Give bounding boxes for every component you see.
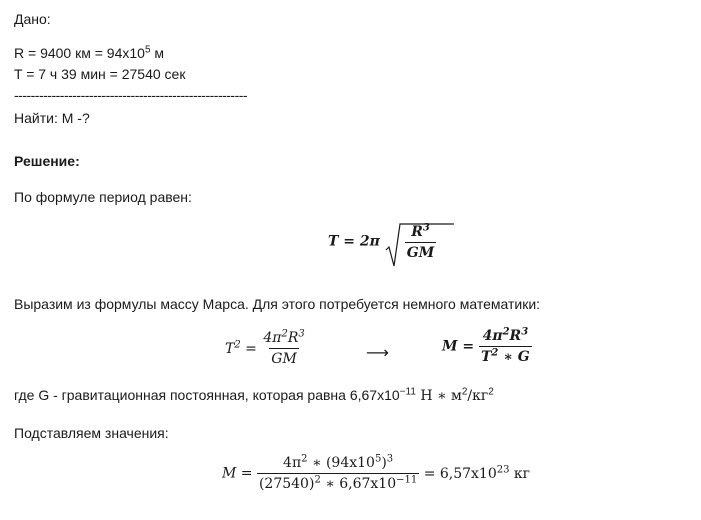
m-den-a-exp: 2 bbox=[491, 347, 499, 359]
squared-equals: = bbox=[245, 340, 257, 357]
final-result-exp: 23 bbox=[496, 463, 510, 475]
mass-formula bbox=[442, 328, 532, 365]
radius-line bbox=[14, 44, 164, 62]
m-den-a: T bbox=[480, 349, 492, 365]
sqrt-symbol bbox=[385, 222, 440, 261]
separator-line: -------------------------------------------------------- bbox=[14, 87, 248, 103]
m-num-a: 4π bbox=[482, 328, 503, 344]
period-formula-lhs: T = 2π bbox=[328, 233, 380, 250]
final-den-b: ∗ 6,67x10 bbox=[320, 476, 397, 492]
given-label: Дано: bbox=[14, 11, 51, 27]
final-num-b-exp: 5 bbox=[374, 453, 382, 465]
t-squared-base: T bbox=[225, 340, 235, 357]
m-num-b: R bbox=[509, 328, 522, 344]
sqrt-numerator-exp: 3 bbox=[422, 222, 430, 234]
mass-formula-lhs: M = bbox=[442, 338, 475, 355]
final-num-a-exp: 2 bbox=[301, 453, 308, 465]
g-unit-b: /кг bbox=[467, 388, 489, 404]
g-unit-a: Н ∗ м bbox=[415, 388, 462, 404]
final-result: = 6,57x10 bbox=[423, 465, 497, 482]
implies-arrow-icon: ⟶ bbox=[366, 343, 389, 362]
solution-heading: Решение: bbox=[14, 153, 80, 169]
final-den-a-exp: 2 bbox=[314, 474, 321, 486]
radius-unit: м bbox=[150, 45, 165, 61]
final-result-unit: кг bbox=[509, 465, 531, 482]
express-text: Выразим из формулы массу Марса. Для этого потребуется немного математики: bbox=[14, 296, 541, 312]
sqrt-denominator: GM bbox=[405, 242, 436, 261]
m-num-a-exp: 2 bbox=[502, 326, 510, 338]
radius-text: R = 9400 км = 94x10 bbox=[14, 45, 145, 61]
final-num-c: ) bbox=[381, 455, 387, 471]
radius-exponent: 5 bbox=[144, 44, 151, 56]
sq-num-a: 4π bbox=[263, 330, 282, 346]
sq-den: GM bbox=[269, 348, 299, 367]
final-den-b-exp: −11 bbox=[396, 474, 418, 486]
period-formula bbox=[328, 222, 440, 261]
sq-num-b: R bbox=[287, 330, 299, 346]
sq-num-a-exp: 2 bbox=[281, 328, 288, 340]
final-num-a: 4π bbox=[283, 455, 302, 471]
final-formula bbox=[222, 455, 530, 492]
g-constant-line bbox=[14, 386, 494, 405]
substitute-text: Подставляем значения: bbox=[14, 425, 169, 441]
g-constant-text: где G - гравитационная постоянная, которая равна 6,67x10 bbox=[14, 387, 400, 403]
final-num-b: ∗ (94x10 bbox=[307, 455, 375, 471]
m-num-b-exp: 3 bbox=[521, 326, 529, 338]
formula-intro: По формуле период равен: bbox=[14, 189, 192, 205]
final-num-c-exp: 3 bbox=[386, 453, 394, 465]
m-den-b: ∗ G bbox=[498, 349, 530, 365]
period-line: T = 7 ч 39 мин = 27540 сек bbox=[14, 66, 186, 82]
sq-num-b-exp: 3 bbox=[298, 328, 305, 340]
find-line: Найти: M -? bbox=[14, 110, 90, 126]
final-den-a: (27540) bbox=[258, 476, 315, 492]
t-squared-exp: 2 bbox=[234, 338, 241, 350]
squared-formula bbox=[225, 330, 307, 367]
g-unit-exp: 2 bbox=[461, 386, 468, 398]
radical-sign-icon bbox=[385, 220, 455, 272]
g-constant-exp: −11 bbox=[399, 386, 416, 398]
sqrt-numerator: R bbox=[411, 224, 423, 240]
final-lhs: M = bbox=[222, 465, 253, 482]
g-unit-exp2: 2 bbox=[488, 386, 494, 398]
